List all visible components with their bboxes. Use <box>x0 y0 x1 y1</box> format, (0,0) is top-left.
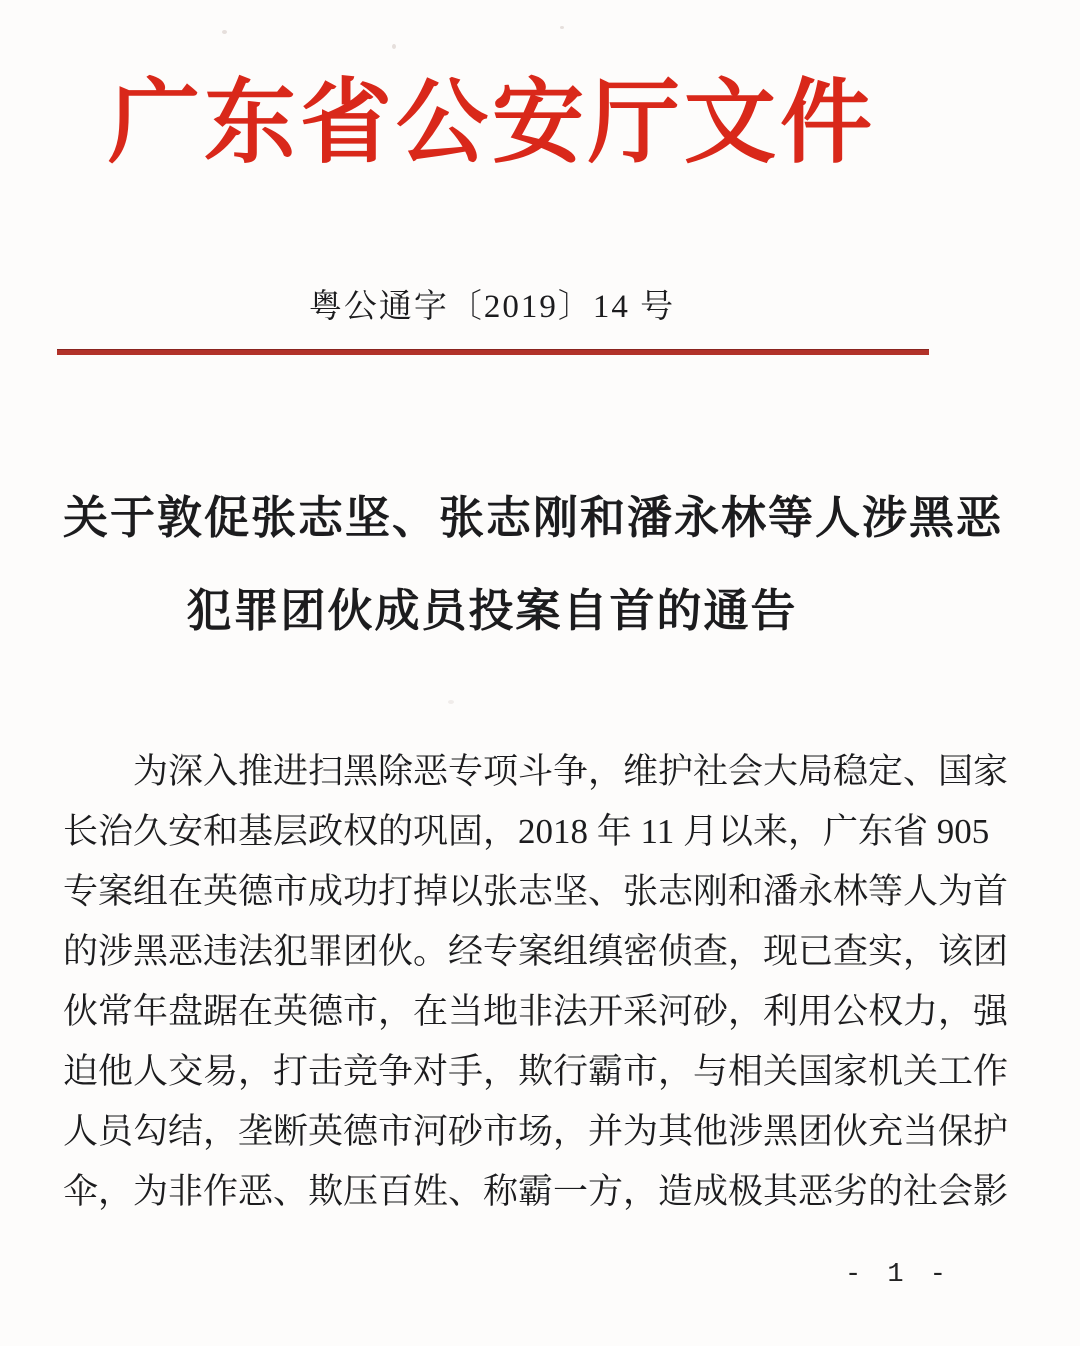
body-line: 人员勾结，垄断英德市河砂市场，并为其他涉黑团伙充当保护 <box>63 1112 1009 1151</box>
agency-header-title: 广东省公安厅文件 <box>107 72 876 174</box>
body-line: 长治久安和基层政权的巩固，2018 年 11 月以来，广东省 905 <box>63 812 990 851</box>
body-paragraph <box>63 742 1009 1222</box>
red-separator-line <box>57 349 929 355</box>
document-content <box>63 0 1009 1346</box>
body-line: 专案组在英德市成功打掉以张志坚、张志刚和潘永林等人为首 <box>63 872 1009 911</box>
body-line: 伞，为非作恶、欺压百姓、称霸一方，造成极其恶劣的社会影 <box>63 1172 1009 1211</box>
notice-title-line1: 关于敦促张志坚、张志刚和潘永林等人涉黑恶 <box>63 493 1004 543</box>
body-line: 的涉黑恶违法犯罪团伙。经专案组缜密侦查，现已查实，该团 <box>63 932 1009 971</box>
body-line: 伙常年盘踞在英德市，在当地非法开采河砂，利用公权力，强 <box>63 992 1009 1031</box>
notice-title-line2: 犯罪团伙成员投案自首的通告 <box>186 586 798 636</box>
page-number: - 1 - <box>845 1260 952 1290</box>
body-line: 迫他人交易，打击竞争对手，欺行霸市，与相关国家机关工作 <box>63 1052 1009 1091</box>
document-number: 粤公通字〔2019〕14 号 <box>308 289 676 325</box>
body-line: 为深入推进扫黑除恶专项斗争，维护社会大局稳定、国家 <box>133 752 1009 791</box>
